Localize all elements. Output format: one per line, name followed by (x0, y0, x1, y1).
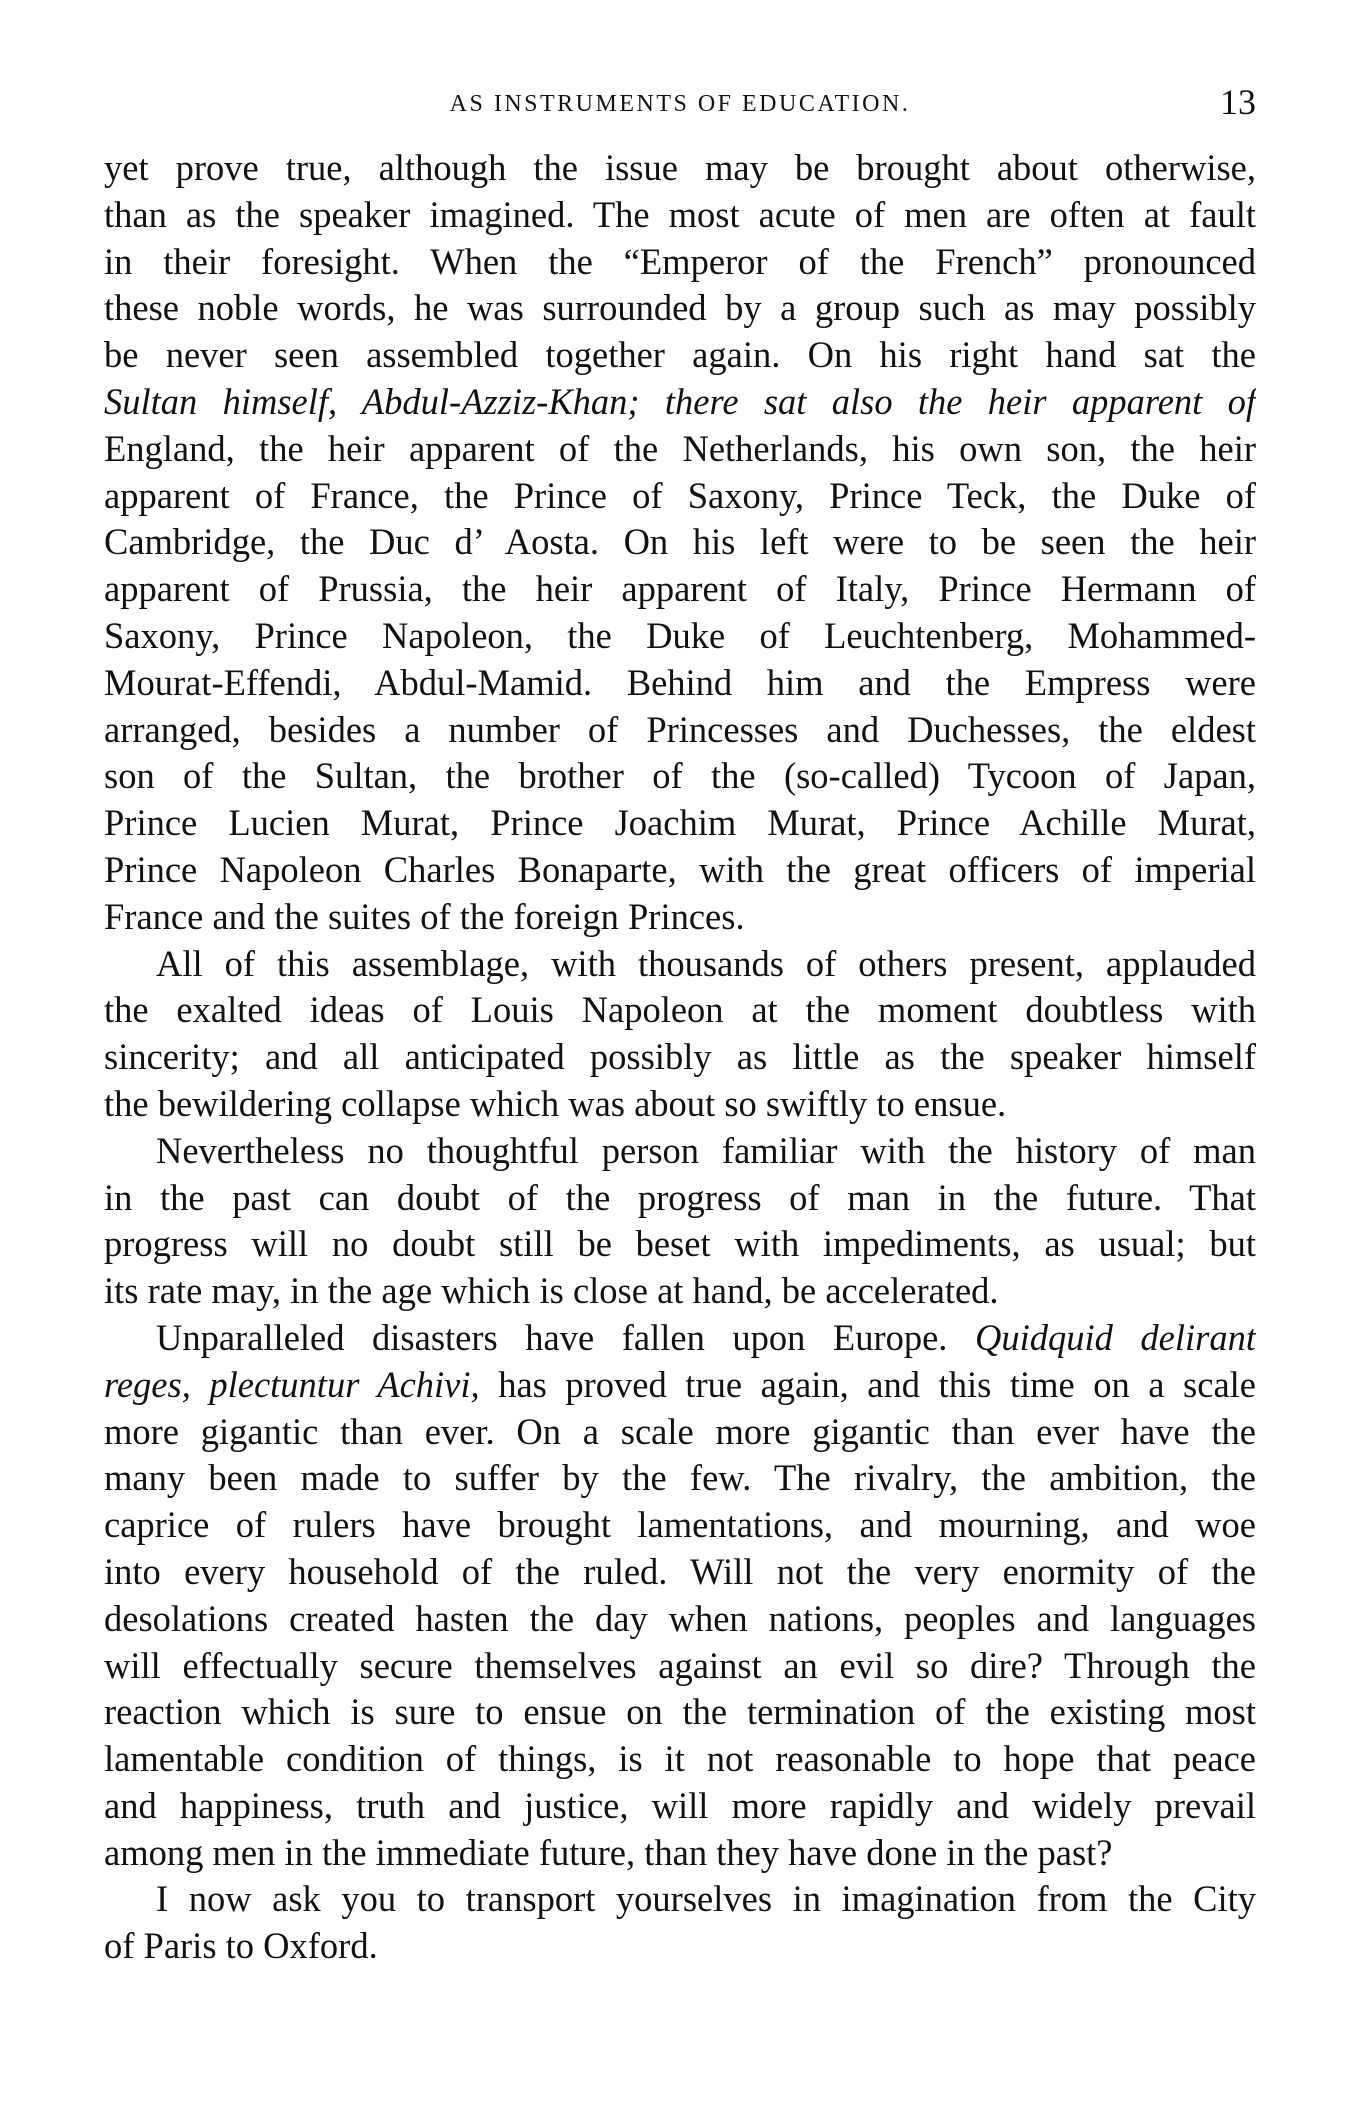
paragraph (104, 1876, 1256, 1970)
text-line (104, 1268, 1256, 1315)
text-line (104, 566, 1256, 613)
text-line (104, 1783, 1256, 1830)
text-run: will effectually secure themselves against an evil so dire? Through the (104, 1644, 1256, 1686)
text-line (104, 1736, 1256, 1783)
text-run: many been made to suffer by the few. The rivalry, the ambition, the (104, 1457, 1256, 1499)
body-text (104, 145, 1256, 1970)
page-number: 13 (1220, 82, 1256, 122)
text-run: Prince Napoleon Charles Bonaparte, with the great officers of imperial (104, 848, 1256, 890)
italic-text: Quidquid delirant (974, 1316, 1256, 1358)
text-run: arranged, besides a number of Princesses and Duchesses, the eldest (104, 708, 1256, 750)
running-title: AS INSTRUMENTS OF EDUCATION. (449, 91, 911, 117)
text-run: yet prove true, although the issue may be brought about otherwise, (104, 147, 1256, 188)
text-line (104, 379, 1256, 426)
text-line (104, 847, 1256, 894)
text-line (104, 1502, 1256, 1549)
paragraph (104, 145, 1256, 941)
text-run: reaction which is sure to ensue on the termination of the existing most (104, 1691, 1256, 1733)
paragraph (104, 941, 1256, 1128)
text-run: apparent of France, the Prince of Saxony, Prince Teck, the Duke of (104, 474, 1256, 516)
text-run: apparent of Prussia, the heir apparent of Italy, Prince Hermann of (104, 568, 1256, 610)
text-line (104, 285, 1256, 332)
text-run: into every household of the ruled. Will not the very enormity of the (104, 1550, 1256, 1592)
text-line (104, 1643, 1256, 1690)
text-run: progress will no doubt still be beset with impediments, as usual; but (104, 1223, 1256, 1265)
text-line (104, 145, 1256, 192)
text-run: more gigantic than ever. On a scale more gigantic than ever have the (104, 1410, 1256, 1452)
text-run: England, the heir apparent of the Netherlands, his own son, the heir (104, 427, 1256, 469)
text-line (104, 894, 1256, 941)
text-line (104, 941, 1256, 988)
paragraph (104, 1128, 1256, 1315)
text-run: Nevertheless no thoughtful person familiar with the history of man (156, 1129, 1256, 1171)
text-run: Prince Lucien Murat, Prince Joachim Murat, Prince Achille Murat, (104, 802, 1256, 844)
text-run: Mourat-Effendi, Abdul-Mamid. Behind him and the Empress were (104, 661, 1256, 703)
text-run: the bewildering collapse which was about so swiftly to ensue. (104, 1082, 1007, 1124)
text-run: in the past can doubt of the progress of man in the future. That (104, 1176, 1256, 1218)
text-line (104, 192, 1256, 239)
text-line (104, 1221, 1256, 1268)
text-line (104, 800, 1256, 847)
text-line (104, 987, 1256, 1034)
text-run: desolations created hasten the day when nations, peoples and languages (104, 1597, 1256, 1639)
running-head (104, 84, 1256, 124)
text-line (104, 660, 1256, 707)
text-run: be never seen assembled together again. On his right hand sat the (104, 334, 1256, 376)
text-line (104, 1081, 1256, 1128)
text-line (104, 1034, 1256, 1081)
text-line (104, 473, 1256, 520)
text-line (104, 1549, 1256, 1596)
text-run: and happiness, truth and justice, will more rapidly and widely prevail (104, 1784, 1256, 1826)
text-line (104, 1830, 1256, 1877)
text-run: son of the Sultan, the brother of the (so-called) Tycoon of Japan, (104, 755, 1256, 797)
text-line (104, 1409, 1256, 1456)
text-run: Unparalleled disasters have fallen upon Europe. (156, 1316, 975, 1358)
text-run: among men in the immediate future, than they have done in the past? (104, 1831, 1113, 1873)
text-run: than as the speaker imagined. The most acute of men are often at fault (104, 193, 1256, 235)
text-line (104, 426, 1256, 473)
text-run: Cambridge, the Duc d’ Aosta. On his left were to be seen the heir (104, 521, 1256, 563)
text-line (104, 519, 1256, 566)
text-run: Saxony, Prince Napoleon, the Duke of Leuchtenberg, Mohammed- (104, 614, 1256, 656)
italic-text: reges, plectuntur Achivi, (104, 1363, 480, 1405)
text-run: I now ask you to transport yourselves in imagination from the City (156, 1878, 1256, 1920)
text-run: the exalted ideas of Louis Napoleon at the moment doubtless with (104, 989, 1256, 1031)
text-line (104, 613, 1256, 660)
text-line (104, 1128, 1256, 1175)
italic-text: Sultan himself, Abdul-Azziz-Khan; there sat also the heir apparent of (104, 380, 1256, 422)
text-run: All of this assemblage, with thousands of others present, applauded (156, 942, 1256, 984)
text-run: its rate may, in the age which is close at hand, be accelerated. (104, 1270, 999, 1312)
text-line (104, 1876, 1256, 1923)
paragraph (104, 1315, 1256, 1877)
text-run: lamentable condition of things, is it not reasonable to hope that peace (104, 1738, 1256, 1780)
text-line (104, 1362, 1256, 1409)
text-line (104, 1315, 1256, 1362)
text-line (104, 332, 1256, 379)
text-line (104, 1596, 1256, 1643)
text-line (104, 1689, 1256, 1736)
text-line (104, 239, 1256, 286)
text-run: France and the suites of the foreign Princes. (104, 895, 745, 937)
text-run: caprice of rulers have brought lamentations, and mourning, and woe (104, 1504, 1256, 1546)
text-line (104, 1923, 1256, 1970)
text-run: sincerity; and all anticipated possibly as little as the speaker himself (104, 1036, 1256, 1078)
text-run: these noble words, he was surrounded by a group such as may possibly (104, 287, 1256, 329)
text-run: in their foresight. When the “Emperor of the French” pronounced (104, 240, 1256, 282)
text-line (104, 1455, 1256, 1502)
text-line (104, 1175, 1256, 1222)
text-run: of Paris to Oxford. (104, 1925, 378, 1967)
text-line (104, 707, 1256, 754)
text-run: has proved true again, and this time on a scale (479, 1363, 1256, 1405)
text-line (104, 753, 1256, 800)
